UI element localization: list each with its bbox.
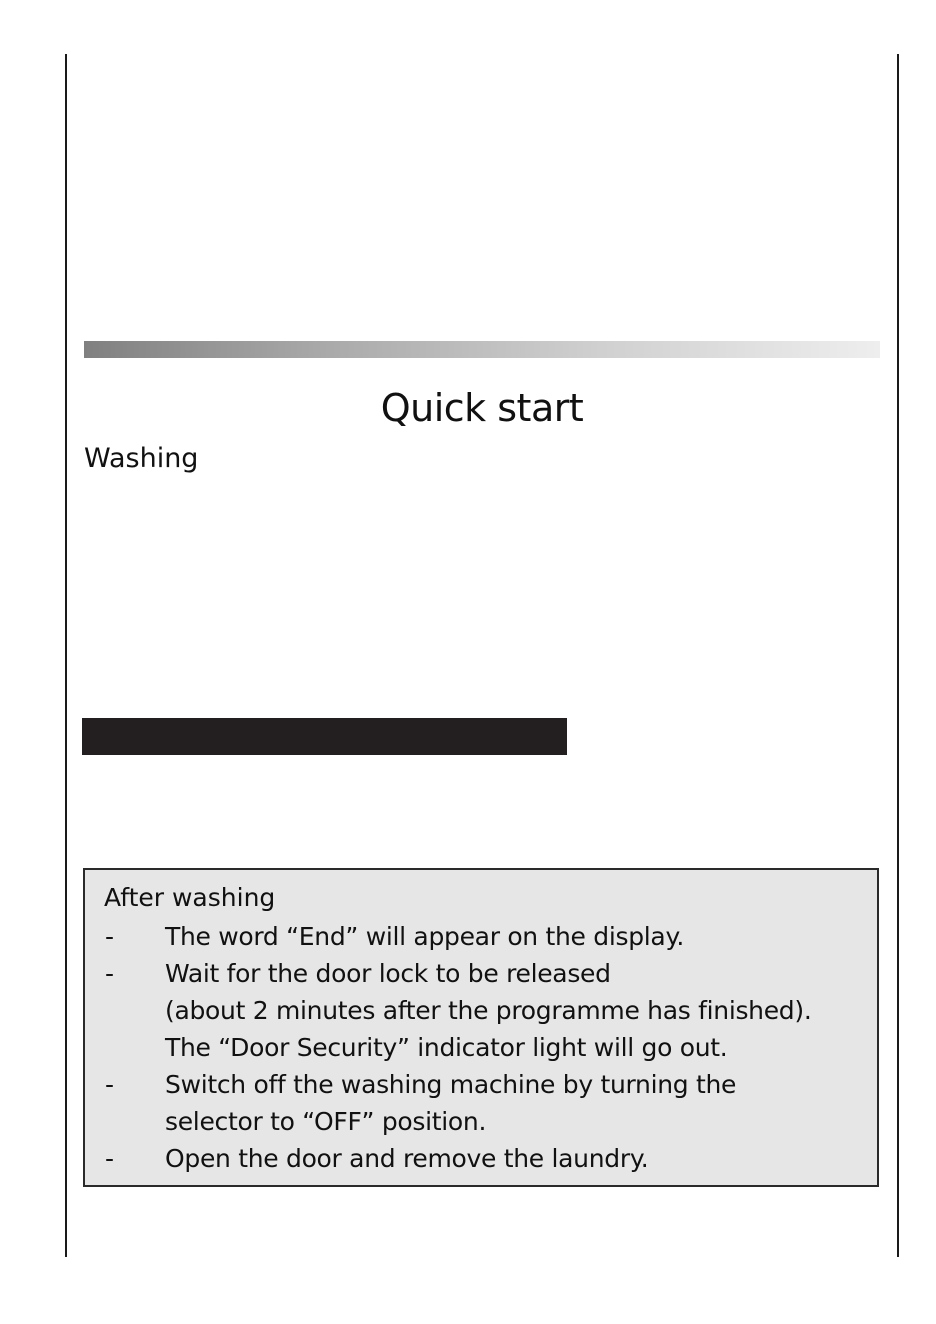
after-washing-heading: After washing — [104, 883, 276, 912]
right-margin-rule — [897, 54, 899, 1257]
after-washing-box — [83, 868, 879, 1187]
bullet-dash: - — [105, 959, 115, 988]
list-item-text: Switch off the washing machine by turning the — [165, 1070, 737, 1099]
list-item-text: The “Door Security” indicator light will go out. — [165, 1033, 728, 1062]
page-title: Quick start — [380, 386, 584, 430]
list-item — [85, 955, 881, 992]
list-item-text: The word “End” will appear on the display. — [165, 922, 685, 951]
list-item-text: Wait for the door lock to be released — [165, 959, 611, 988]
list-item-continuation — [85, 1029, 881, 1066]
section-heading-washing: Washing — [84, 443, 199, 474]
bullet-dash: - — [105, 1070, 115, 1099]
list-item — [85, 918, 881, 955]
bullet-dash: - — [105, 1144, 115, 1173]
list-item-continuation — [85, 1103, 881, 1140]
list-item-text: Open the door and remove the laundry. — [165, 1144, 649, 1173]
bullet-dash: - — [105, 922, 115, 951]
header-gradient-bar — [84, 341, 880, 358]
list-item-continuation — [85, 992, 881, 1029]
list-item-text: selector to “OFF” position. — [165, 1107, 487, 1136]
left-margin-rule — [65, 54, 67, 1257]
section-black-band — [82, 718, 567, 755]
list-item — [85, 1066, 881, 1103]
list-item — [85, 1140, 881, 1177]
list-item-text: (about 2 minutes after the programme has finished). — [165, 996, 812, 1025]
